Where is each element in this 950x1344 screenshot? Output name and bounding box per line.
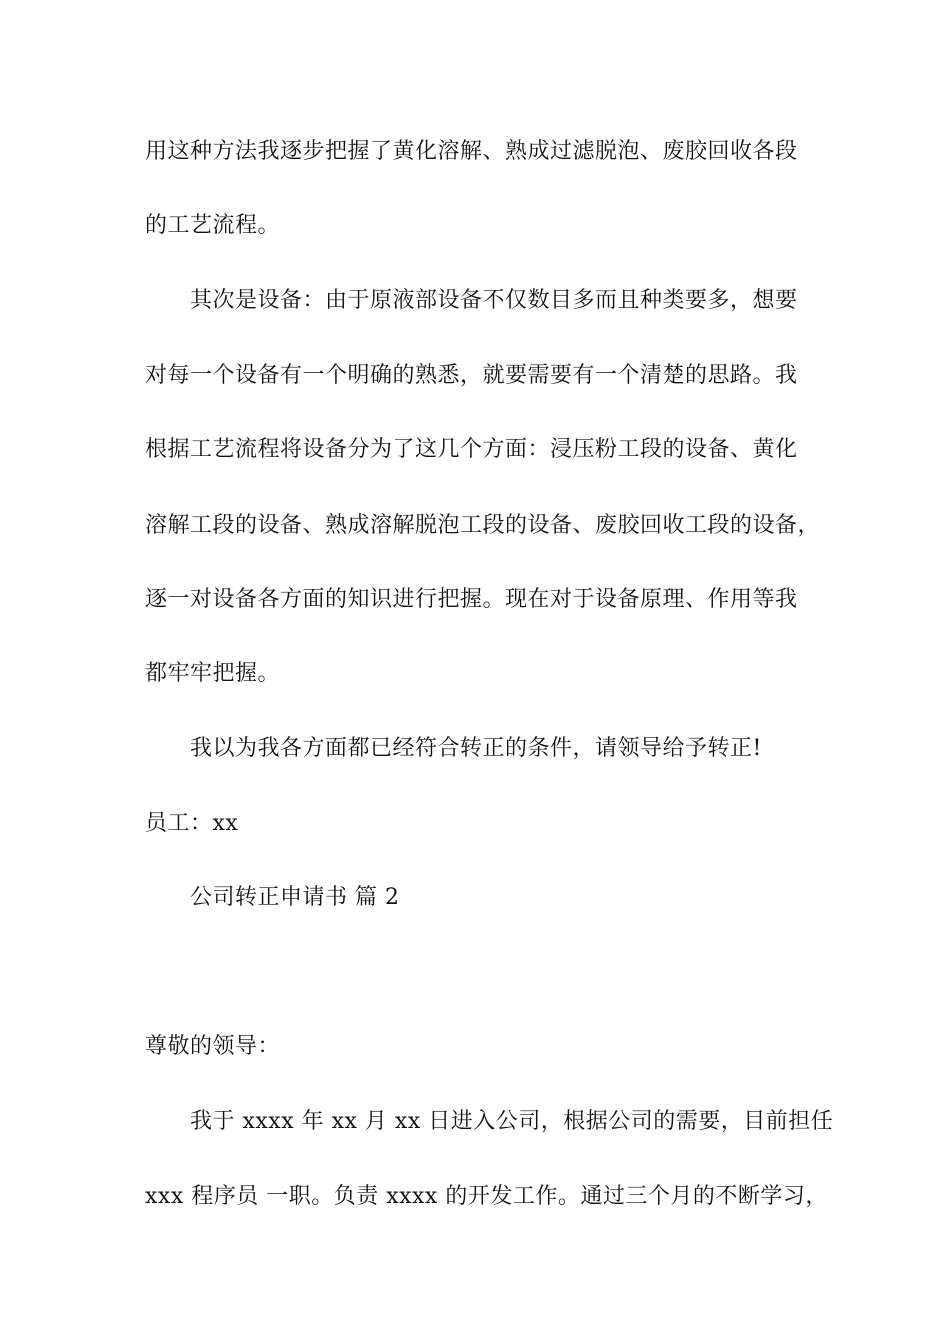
signature-line: 员工：xx: [145, 811, 239, 836]
paragraph-line: 都牢牢把握。: [145, 661, 281, 686]
paragraph-line: 用这种方法我逐步把握了黄化溶解、熟成过滤脱泡、废胶回收各段: [145, 139, 798, 164]
paragraph-line: 其次是设备：由于原液部设备不仅数目多而且种类要多，想要: [190, 288, 798, 313]
paragraph-line: 根据工艺流程将设备分为了这几个方面：浸压粉工段的设备、黄化: [145, 437, 798, 462]
salutation: 尊敬的领导：: [145, 1034, 281, 1059]
paragraph-line: 的工艺流程。: [145, 213, 281, 238]
section-heading: 公司转正申请书 篇 2: [190, 885, 400, 910]
paragraph-line: 我于 xxxx 年 xx 月 xx 日进入公司，根据公司的需要，目前担任: [190, 1109, 834, 1134]
paragraph-line: xxx 程序员 一职。负责 xxxx 的开发工作。通过三个月的不断学习，: [145, 1184, 828, 1209]
paragraph-line: 逐一对设备各方面的知识进行把握。现在对于设备原理、作用等我: [145, 587, 798, 612]
paragraph-line: 对每一个设备有一个明确的熟悉，就要需要有一个清楚的思路。我: [145, 363, 798, 388]
paragraph-line: 溶解工段的设备、熟成溶解脱泡工段的设备、废胶回收工段的设备，: [145, 513, 821, 538]
paragraph-line: 我以为我各方面都已经符合转正的条件，请领导给予转正!: [190, 736, 762, 761]
